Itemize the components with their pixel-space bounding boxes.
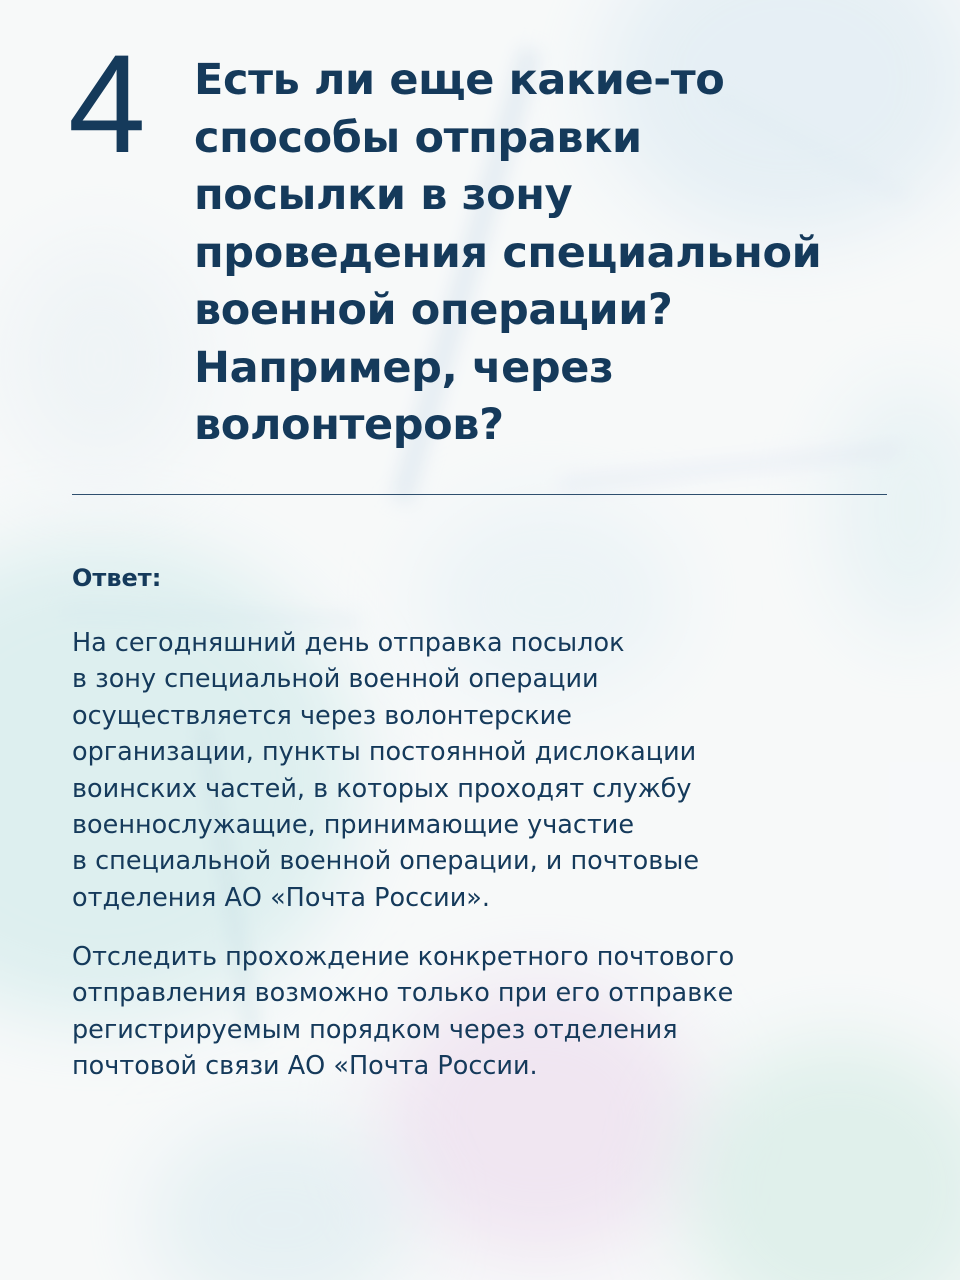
answer-paragraph-1 [72,625,912,916]
paragraph-line: отправления возможно только при его отправке [72,978,734,1009]
paragraph-line: На сегодняшний день отправка посылок [72,628,625,658]
question-line: проведения специальной [194,227,822,278]
paragraph-line: в зону специальной военной операции [72,664,599,695]
question-heading [194,52,914,455]
answer-paragraph-2 [72,939,912,1085]
answer-label: Ответ: [72,564,162,592]
question-number: 4 [68,25,142,182]
paragraph-line: регистрируемым порядком через отделения [72,1014,678,1045]
paragraph-line: почтовой связи АО «Почта России. [72,1051,538,1082]
paragraph-line: Отследить прохождение конкретного почтового [72,942,735,972]
paragraph-line: воинских частей, в которых проходят службу [72,773,692,804]
paragraph-line: организации, пункты постоянной дислокации [72,737,697,768]
paragraph-line: осуществляется через волонтерские [72,700,572,731]
question-line: Есть ли еще какие-то [194,55,725,105]
question-line: военной операции? [194,285,673,335]
question-line: посылки в зону [194,170,573,220]
section-divider [72,494,887,495]
question-line: Например, через [194,342,614,393]
paragraph-line: отделения АО «Почта России». [72,882,490,913]
paragraph-line: в специальной военной операции, и почтовые [72,846,700,877]
question-line: способы отправки [194,112,642,163]
question-line: волонтеров? [194,400,504,450]
paragraph-line: военнослужащие, принимающие участие [72,810,635,841]
